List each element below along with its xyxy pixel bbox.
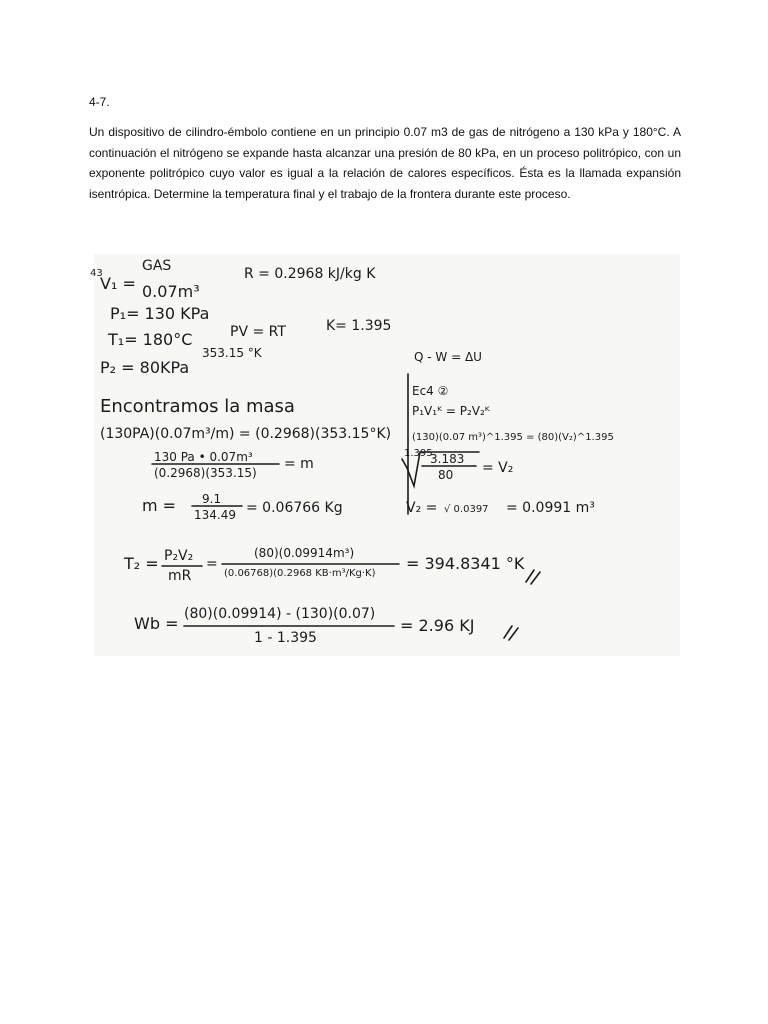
v1-value: 0.07m³ (142, 282, 200, 301)
root-numerator: 3.183 (430, 452, 465, 466)
v2-label: V₂ = (406, 500, 438, 516)
t2-sub-numerator: (80)(0.09914m³) (254, 546, 355, 560)
p2-value: P₂ = 80KPa (100, 358, 190, 377)
p1-value: P₁= 130 KPa (110, 304, 210, 323)
m-denominator: 134.49 (194, 508, 236, 522)
v1-label: V₁ = (100, 274, 136, 293)
t2-result: = 394.8341 °K (406, 554, 525, 573)
mass-fraction-numerator: 130 Pa • 0.07m³ (154, 450, 253, 464)
v2-result: = 0.0991 m³ (506, 500, 595, 516)
m-label: m = (142, 496, 177, 515)
t2-sub-denominator: (0.06768)(0.2968 KB·m³/Kg·K) (224, 568, 376, 579)
root-equals-v2: = V₂ (482, 460, 514, 476)
mass-fraction-equals: = m (284, 456, 314, 472)
first-law: Q - W = ΔU (414, 350, 482, 364)
problem-ref: 43 (90, 268, 103, 279)
pv-rt: PV = RT (230, 324, 286, 340)
t1-kelvin: 353.15 °K (202, 346, 262, 360)
encontramos-masa: Encontramos la masa (100, 396, 295, 417)
t2-numerator: P₂V₂ (164, 548, 194, 564)
isentropic-relation: P₁V₁ᴷ = P₂V₂ᴷ (412, 404, 490, 418)
handwritten-solution-scan (90, 254, 680, 656)
t2-denominator: mR (168, 568, 192, 584)
t2-label: T₂ = (124, 554, 159, 573)
t2-equals: = (206, 556, 218, 572)
problem-statement: Un dispositivo de cilindro-émbolo contiene en un principio 0.07 m3 de gas de nitrógeno a 130 kPa y 180°C. A continuación el nitrógeno se expande hasta alcanzar una presión de 80 kPa, en un proceso politrópico, con un exponente politrópico cuyo valor es igual a la relación de calores específicos. Ésta es la llamada expansión isentrópica. Determine la temperatura final y el trabajo de la frontera durante este proceso. (89, 125, 681, 201)
problem-number: 4-7. (89, 95, 110, 109)
t1-value: T₁= 180°C (108, 330, 193, 349)
mass-equation: (130PA)(0.07m³/m) = (0.2968)(353.15°K) (100, 426, 392, 442)
ec4-label: Ec4 ② (412, 384, 449, 398)
m-numerator: 9.1 (202, 492, 222, 506)
root-index: 1.395 (404, 448, 433, 459)
gas-label: GAS (142, 258, 172, 274)
wb-numerator: (80)(0.09914) - (130)(0.07) (184, 606, 376, 622)
r-constant: R = 0.2968 kJ/kg K (244, 266, 376, 282)
v2-mid: √ 0.0397 (444, 504, 489, 515)
m-result: = 0.06766 Kg (246, 500, 343, 516)
isentropic-substitution: (130)(0.07 m³)^1.395 = (80)(V₂)^1.395 (412, 432, 614, 443)
k-constant: K= 1.395 (326, 318, 392, 334)
root-denominator: 80 (438, 468, 454, 482)
mass-fraction-denominator: (0.2968)(353.15) (154, 466, 257, 480)
wb-label: Wb = (134, 614, 179, 633)
wb-denominator: 1 - 1.395 (254, 630, 317, 646)
wb-result: = 2.96 KJ (400, 616, 475, 635)
